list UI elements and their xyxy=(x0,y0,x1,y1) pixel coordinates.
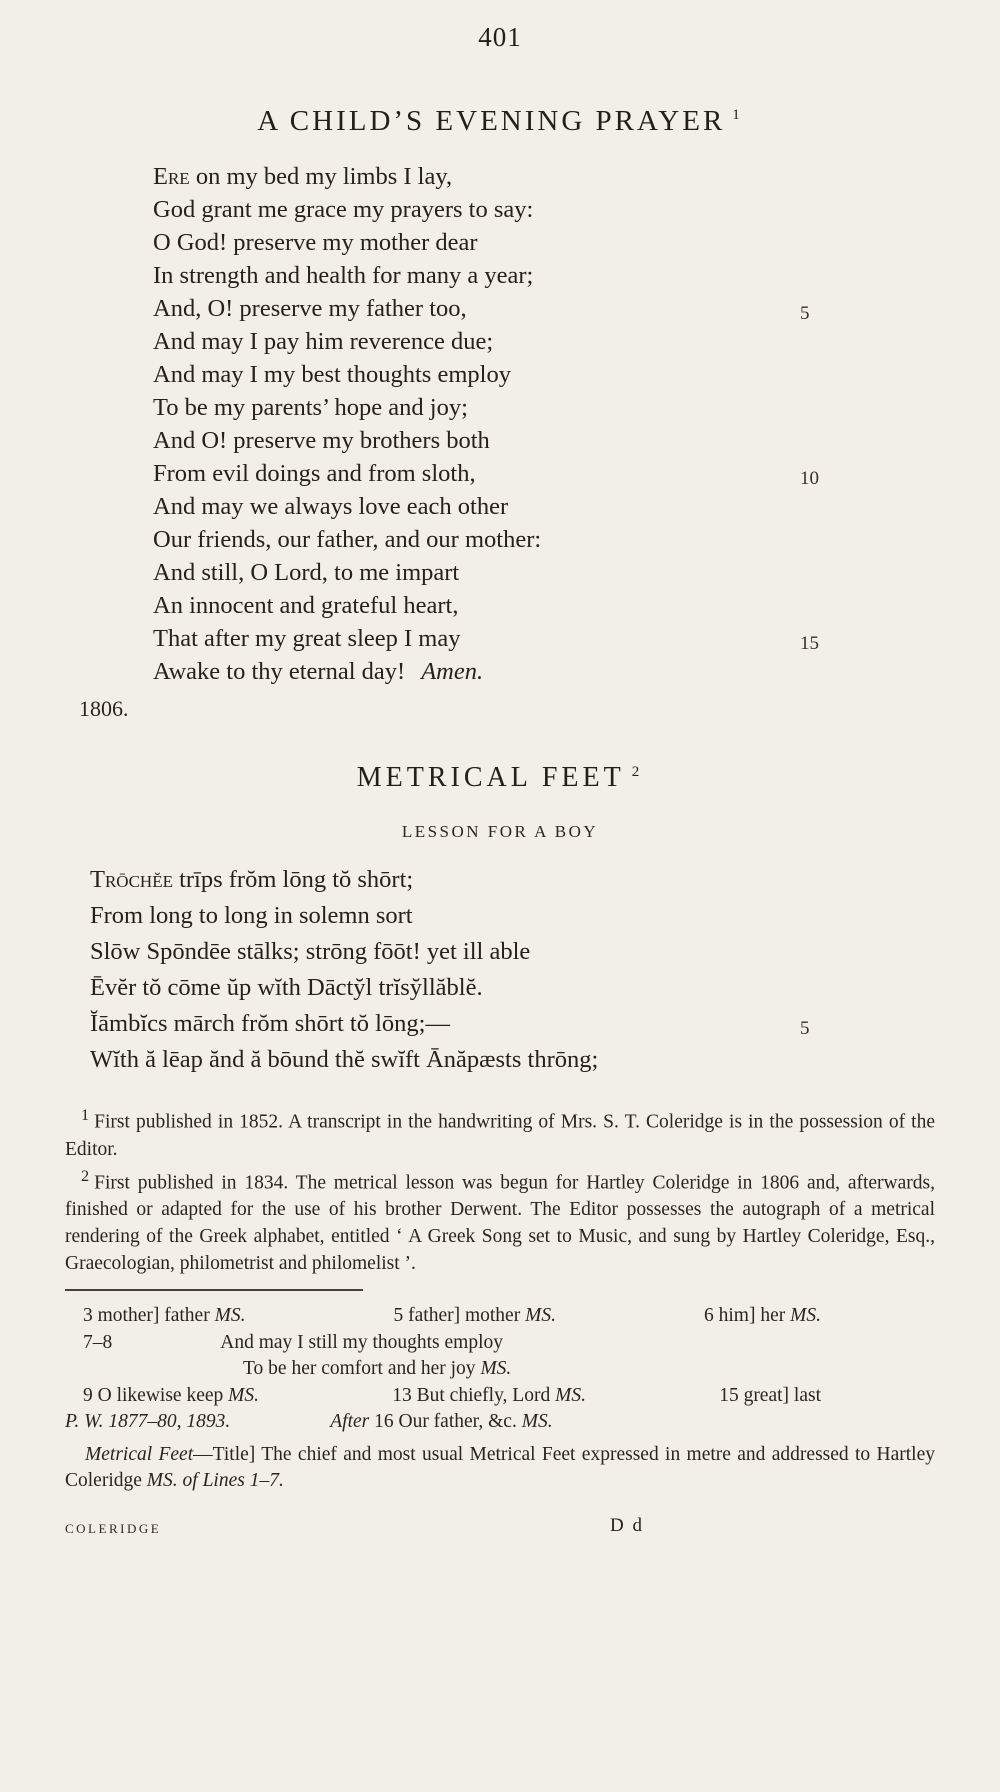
poem-line-text: Ĭāmbĭcs mārch frŏm shōrt tŏ lōng;— xyxy=(90,1010,450,1037)
apparatus-edition-ref: P. W. 1877–80, 1893. xyxy=(65,1411,231,1432)
apparatus-siglum: MS. of Lines 1–7. xyxy=(146,1470,284,1491)
poem-line-text: In strength and health for many a year; xyxy=(153,262,534,289)
apparatus-entry xyxy=(83,1383,259,1410)
poem-line xyxy=(153,589,935,622)
poem-line xyxy=(153,655,935,688)
page-number: 401 xyxy=(478,22,522,52)
poem-line-number: 5 xyxy=(800,303,810,324)
poem-line xyxy=(153,160,935,193)
poem2-subtitle: LESSON FOR A BOY xyxy=(401,822,599,841)
poem-line-text: An innocent and grateful heart, xyxy=(153,592,459,619)
poem-line-text: O God! preserve my mother dear xyxy=(153,229,478,256)
apparatus-title-reading: —Title] The chief and most usual Metrical Feet expressed in metre and addressed to Hartley Coleridge xyxy=(65,1443,935,1491)
apparatus-row xyxy=(65,1356,935,1383)
poem-line-text: Ēvĕr tŏ cōme ŭp wĭth Dācty̆l trĭsy̆llăblĕ. xyxy=(90,974,483,1001)
poem-line-text: And may I pay him reverence due; xyxy=(153,328,494,355)
poem-line-text: And may we always love each other xyxy=(153,493,509,520)
apparatus-siglum: MS. xyxy=(555,1384,586,1406)
poem-line-text: And still, O Lord, to me impart xyxy=(153,559,460,586)
poem-line xyxy=(153,424,935,457)
footnote-1-marker: 1 xyxy=(81,1106,90,1124)
poem-line-text: To be my parents’ hope and joy; xyxy=(153,394,468,421)
poem-line-text: And, O! preserve my father too, xyxy=(153,295,467,322)
poem1-title-text: A CHILD’S EVENING PRAYER xyxy=(257,105,726,137)
apparatus-reading: 9 O likewise keep xyxy=(83,1384,229,1406)
poem-line xyxy=(90,970,935,1006)
footnote-2-marker: 2 xyxy=(81,1166,90,1185)
footer-catchword: COLERIDGE xyxy=(65,1520,162,1536)
page-footer xyxy=(65,1513,935,1541)
poem-line xyxy=(90,862,935,898)
apparatus-title-note xyxy=(65,1442,935,1495)
apparatus-entry xyxy=(704,1303,821,1330)
apparatus-entry xyxy=(392,1383,586,1410)
poem-line-text: From evil doings and from sloth, xyxy=(153,460,476,487)
poem-line xyxy=(153,523,935,556)
poem-line xyxy=(153,391,935,424)
poem-line-text: on my bed my limbs I lay, xyxy=(189,163,453,190)
poem1-title-footnote-ref: 1 xyxy=(732,107,743,124)
poem1-title xyxy=(65,105,935,138)
apparatus-entry xyxy=(719,1383,821,1410)
apparatus-siglum: MS. xyxy=(480,1358,512,1379)
poem-line-number: 5 xyxy=(800,1018,810,1039)
poem1-body xyxy=(153,160,935,688)
poem-line-text: And O! preserve my brothers both xyxy=(153,427,490,454)
poem2-title xyxy=(65,762,935,794)
poem-line xyxy=(153,292,935,325)
poem-line-text: Our friends, our father, and our mother: xyxy=(153,526,542,553)
poem-line xyxy=(90,1006,935,1042)
apparatus-reading: 16 Our father, &c. xyxy=(369,1411,522,1432)
poem-line-number: 10 xyxy=(800,468,819,489)
footnote-1-text: First published in 1852. A transcript in the handwriting of Mrs. S. T. Coleridge is in the possession of the Editor. xyxy=(65,1111,935,1160)
poem2-title-text: METRICAL FEET xyxy=(356,762,625,793)
apparatus-reading: To be her comfort and her joy xyxy=(243,1358,481,1379)
poem-line-text: That after my great sleep I may xyxy=(153,625,461,652)
footnote-2 xyxy=(65,1163,935,1278)
apparatus-title-lemma: Metrical Feet xyxy=(85,1443,194,1465)
apparatus-row xyxy=(65,1383,821,1410)
apparatus-siglum: MS. xyxy=(525,1305,556,1326)
footnotes-section xyxy=(65,1102,935,1277)
poem-line xyxy=(153,325,935,358)
apparatus-criticus xyxy=(65,1303,935,1495)
poem-line xyxy=(153,193,935,226)
poem-line xyxy=(90,934,935,970)
poem-line xyxy=(153,358,935,391)
poem2-title-footnote-ref: 2 xyxy=(631,763,644,780)
poem-line xyxy=(153,622,935,655)
footer-signature-mark: D d xyxy=(610,1514,644,1536)
poem-line xyxy=(90,898,935,934)
apparatus-reading: And may I still my thoughts employ xyxy=(220,1331,503,1353)
poem-line xyxy=(90,1042,935,1078)
apparatus-row xyxy=(65,1330,935,1357)
poem2-body xyxy=(90,862,935,1078)
apparatus-reading: 6 him] her xyxy=(704,1305,791,1326)
poem-line xyxy=(153,259,935,292)
footnote-1 xyxy=(65,1102,935,1163)
apparatus-siglum: MS. xyxy=(521,1411,553,1432)
apparatus-divider-rule xyxy=(65,1289,363,1291)
poem-line-lead: Trōchĕe xyxy=(90,866,173,893)
apparatus-line-ref: 7–8 xyxy=(83,1331,113,1353)
poem-line-text: trīps frŏm lōng tŏ shōrt; xyxy=(172,866,414,893)
poem-line-italic-word: Amen. xyxy=(421,658,484,685)
poem-line xyxy=(153,556,935,589)
apparatus-row xyxy=(65,1303,821,1330)
poem-line-text: Awake to thy eternal day! xyxy=(153,658,406,685)
apparatus-reading: 15 great] last xyxy=(719,1384,821,1406)
apparatus-siglum: MS. xyxy=(790,1305,821,1326)
apparatus-reading: 13 But chiefly, Lord xyxy=(392,1384,556,1406)
poem-line-lead: Ere xyxy=(153,163,190,190)
poem1-date: 1806. xyxy=(79,696,129,721)
apparatus-siglum: MS. xyxy=(214,1305,246,1326)
poem-line-text: God grant me grace my prayers to say: xyxy=(153,196,534,223)
apparatus-after-label: After xyxy=(330,1411,370,1432)
poem-line-text: And may I my best thoughts employ xyxy=(153,361,511,388)
poem-line-number: 15 xyxy=(800,633,819,654)
poem-line-text: Slōw Spōndēe stālks; strōng fōōt! yet ill able xyxy=(90,938,531,965)
apparatus-reading: 5 father] mother xyxy=(393,1305,526,1326)
poem-line xyxy=(153,457,935,490)
poem-line-text: Wĭth ă lēap ănd ă bōund thĕ swĭft Ānăpæsts thrōng; xyxy=(90,1046,599,1073)
poem-line xyxy=(153,226,935,259)
apparatus-entry xyxy=(83,1303,245,1330)
apparatus-row xyxy=(65,1409,935,1436)
apparatus-entry xyxy=(394,1303,556,1330)
footnote-2-text: First published in 1834. The metrical lesson was begun for Hartley Coleridge in 1806 and, afterwards, finished or adapted for the use of his brother Derwent. The Editor possesses the autograph of a metrical rendering of the Greek alphabet, entitled ‘ A Greek Song set to Music, and sung by Hartley Coleridge, Esq., Graecologian, philometrist and philomelist ’. xyxy=(65,1172,935,1274)
apparatus-reading: 3 mother] father xyxy=(83,1305,215,1326)
poem-line xyxy=(153,490,935,523)
poem-line-text: From long to long in solemn sort xyxy=(90,902,413,929)
apparatus-entry xyxy=(330,1411,552,1432)
apparatus-siglum: MS. xyxy=(228,1384,260,1406)
